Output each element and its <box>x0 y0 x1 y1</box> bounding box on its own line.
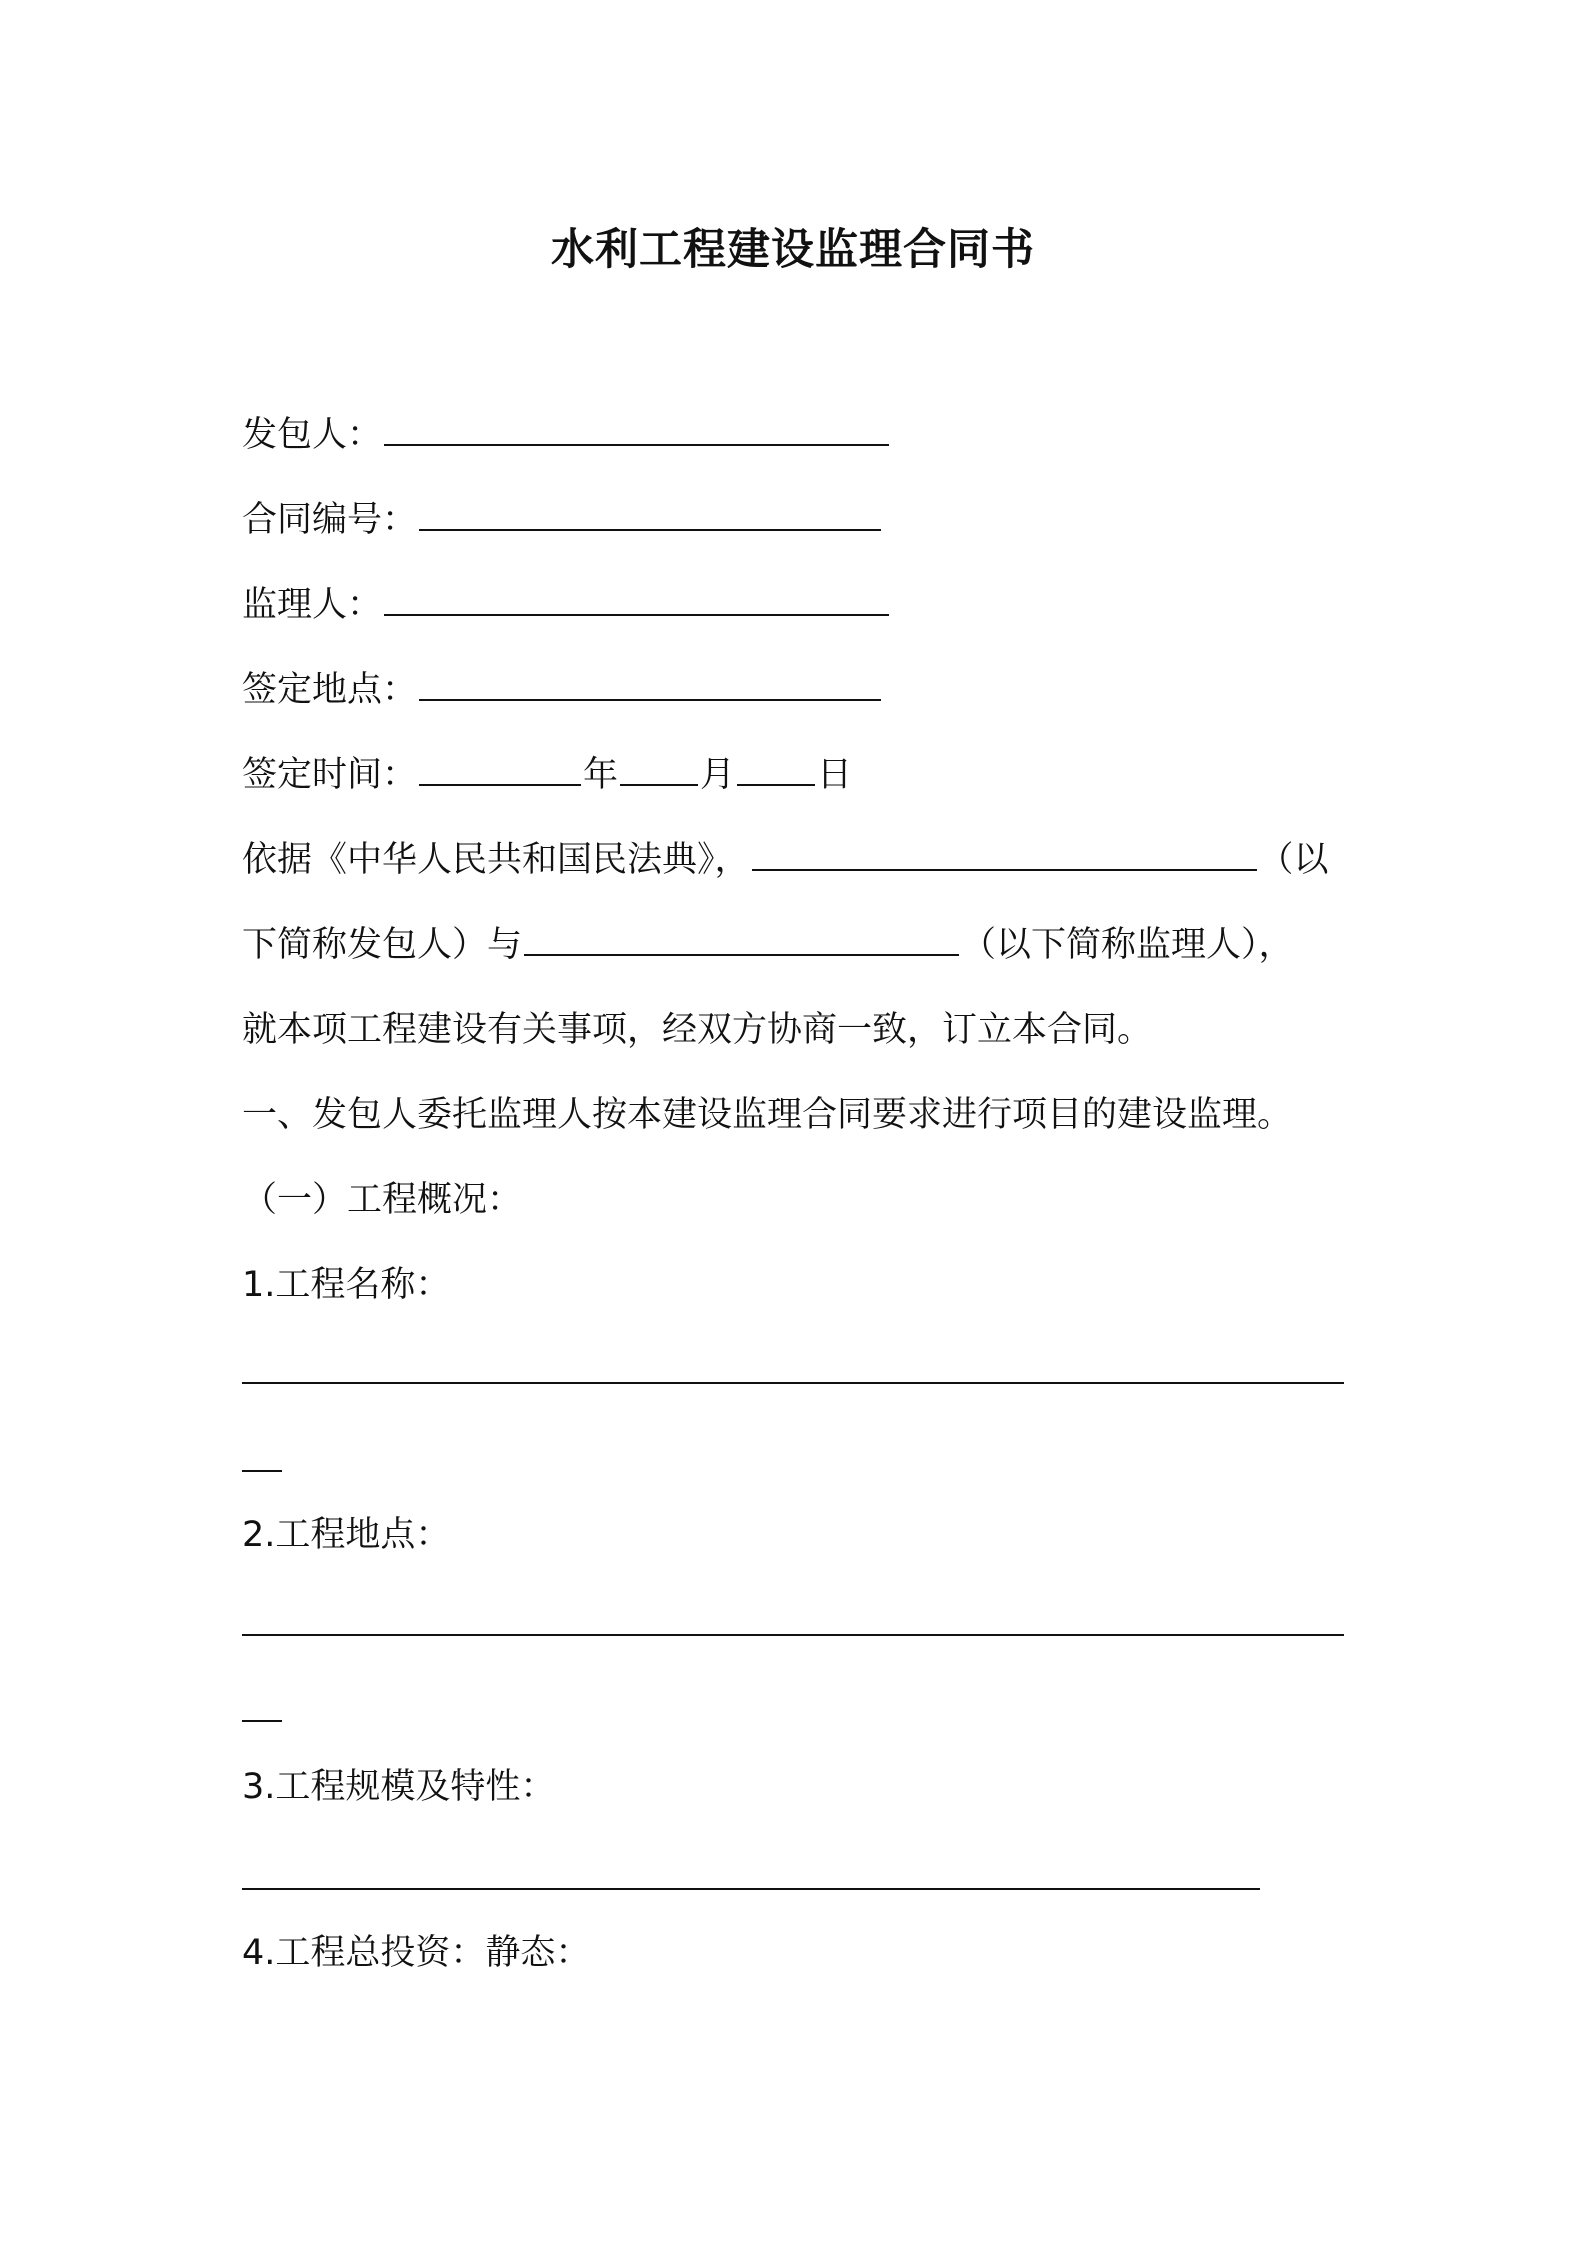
preamble-text-2: （以 <box>1258 840 1329 880</box>
month-label: 月 <box>700 755 736 795</box>
employer-blank[interactable] <box>384 414 889 446</box>
day-blank[interactable] <box>737 754 815 786</box>
year-blank[interactable] <box>419 754 581 786</box>
employer-name-blank[interactable] <box>752 839 1257 871</box>
preamble-line-2 <box>242 920 1294 970</box>
item-project-name: 1.工程名称： <box>242 1265 451 1305</box>
contract-no-blank[interactable] <box>419 499 881 531</box>
supervisor-line <box>242 580 891 630</box>
signing-place-label: 签定地点： <box>242 670 418 710</box>
item-project-investment: 4.工程总投资：静态： <box>242 1933 591 1973</box>
signing-time-line <box>242 750 852 800</box>
section-heading-1: 一、发包人委托监理人按本建设监理合同要求进行项目的建设监理。 <box>242 1095 1293 1135</box>
project-scale-blank-line[interactable] <box>242 1888 1260 1890</box>
contract-no-label: 合同编号： <box>242 500 418 540</box>
preamble-line-1 <box>242 835 1329 885</box>
year-label: 年 <box>583 755 619 795</box>
preamble-text-1: 依据《中华人民共和国民法典》， <box>242 840 750 880</box>
preamble-text-4: （以下简称监理人）， <box>961 925 1294 965</box>
project-location-blank-line-2[interactable] <box>242 1720 282 1722</box>
preamble-text-3: 下简称发包人）与 <box>242 925 523 965</box>
document-title: 水利工程建设监理合同书 <box>551 225 1035 275</box>
month-blank[interactable] <box>620 754 698 786</box>
supervisor-label: 监理人： <box>242 585 383 625</box>
signing-place-line <box>242 665 883 715</box>
project-name-blank-line-2[interactable] <box>242 1470 282 1472</box>
subsection-heading-1: （一）工程概况： <box>242 1180 523 1220</box>
employer-label: 发包人： <box>242 415 383 455</box>
signing-time-label: 签定时间： <box>242 755 418 795</box>
item-project-scale: 3.工程规模及特性： <box>242 1767 556 1807</box>
employer-line <box>242 410 891 460</box>
project-name-blank-line-1[interactable] <box>242 1382 1344 1384</box>
supervisor-blank[interactable] <box>384 584 889 616</box>
preamble-line-3: 就本项工程建设有关事项，经双方协商一致，订立本合同。 <box>242 1010 1153 1050</box>
signing-place-blank[interactable] <box>419 669 881 701</box>
supervisor-name-blank[interactable] <box>524 924 959 956</box>
contract-no-line <box>242 495 883 545</box>
project-location-blank-line-1[interactable] <box>242 1634 1344 1636</box>
day-label: 日 <box>817 755 853 795</box>
item-project-location: 2.工程地点： <box>242 1515 451 1555</box>
